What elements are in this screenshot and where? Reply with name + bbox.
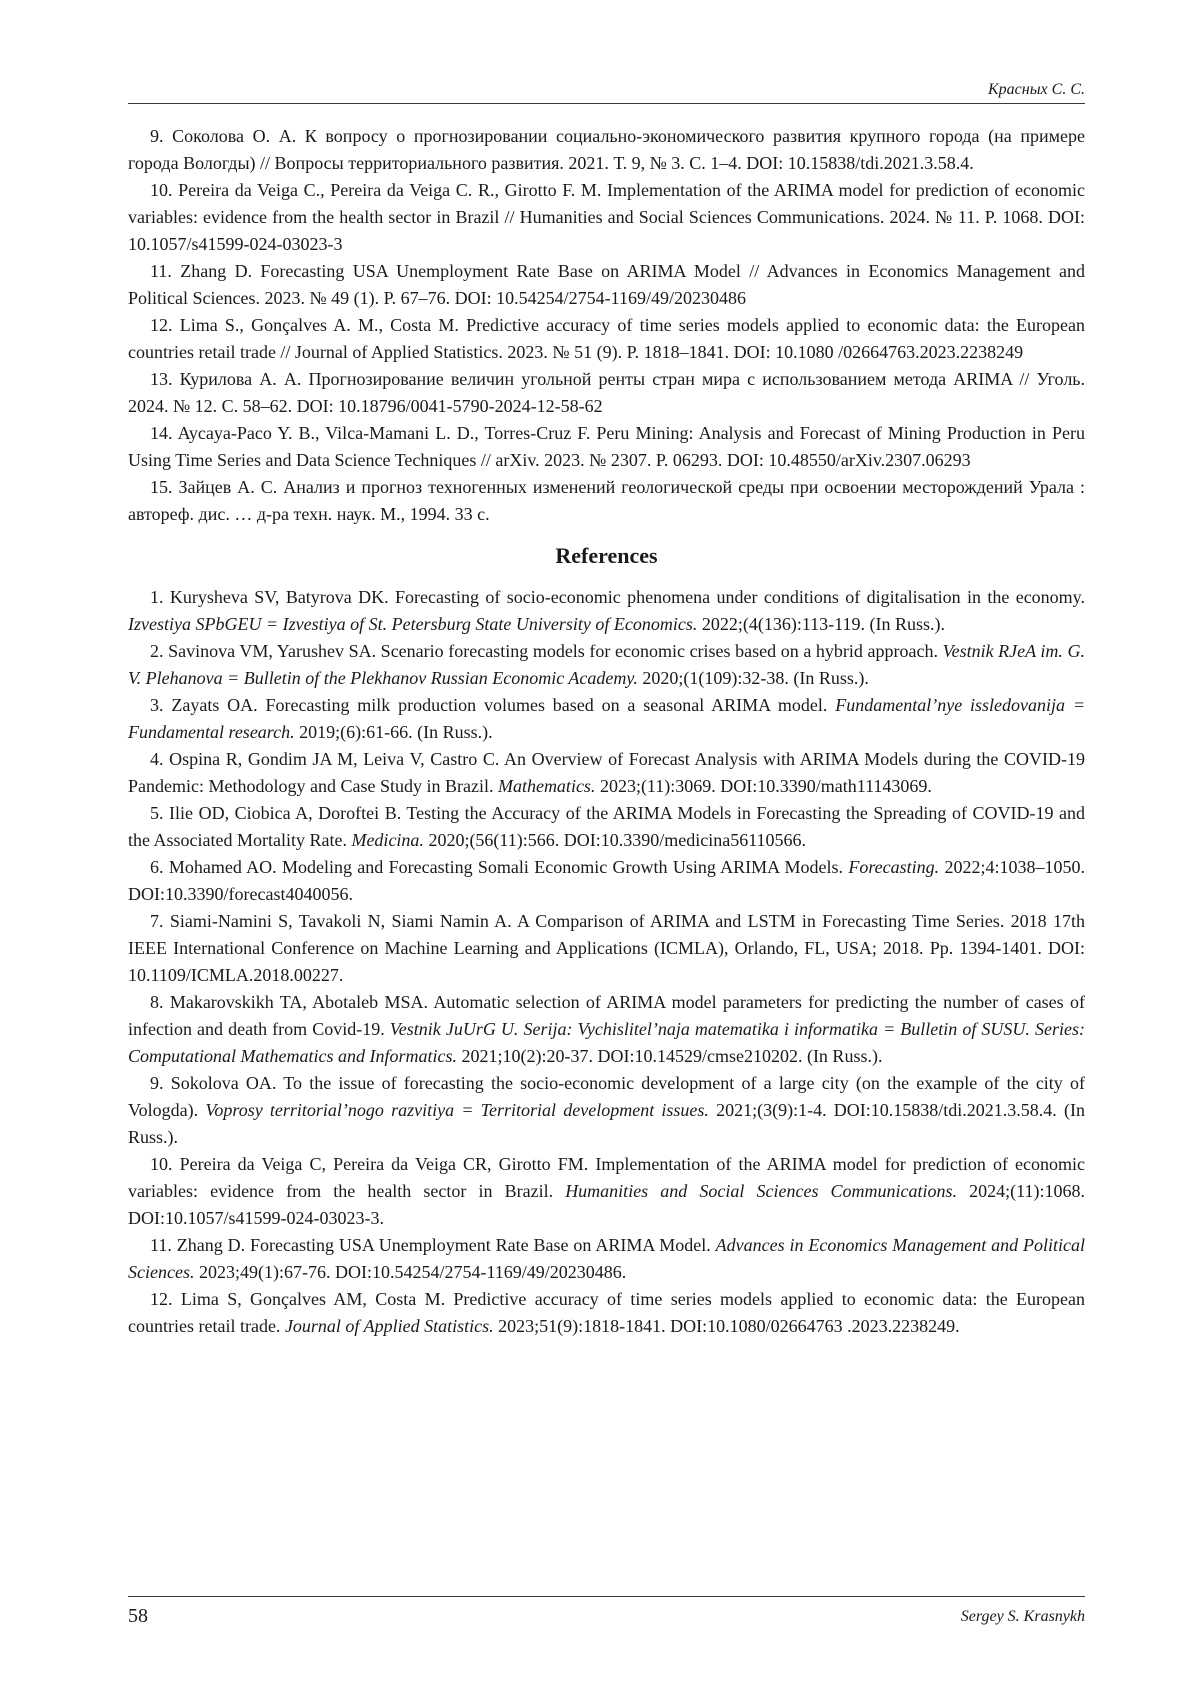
reference-text: 2020;(56(11):566. DOI:10.3390/medicina56110566. <box>423 830 807 850</box>
reference-text: Зайцев А. С. Анализ и прогноз техногенных изменений геологической среды при освоении месторождений Урала : автореф. дис. … д-ра техн. наук. М., 1994. 33 с. <box>128 477 1086 524</box>
reference-entry <box>128 420 1085 474</box>
reference-entry <box>128 366 1085 420</box>
reference-number: 13. <box>150 369 173 389</box>
references-heading: References <box>555 543 658 568</box>
reference-text: Sokolova OA. To the issue of forecasting the socio-economic development of a large city (on the example of the city of Vologda). <box>128 1073 1086 1120</box>
reference-text: Соколова О. А. К вопросу о прогнозировании социально-экономического развития крупного города (на примере города Вологды) // Вопросы территориального развития. 2021. Т. 9, № 3. С. 1–4. DOI: 10.15838/tdi.2021.3.58.4. <box>128 126 1085 173</box>
reference-entry <box>128 908 1085 989</box>
reference-source-title: Fundamental’nye issledovanija = Fundamental research. <box>128 695 1085 742</box>
reference-text: Lima S., Gonçalves A. M., Costa M. Predictive accuracy of time series models applied to economic data: the European countries retail trade // Journal of Applied Statistics. 2023. № 51 (9). P. 1818–1841. DOI: 10.1080 /02664763.2023.2238249 <box>128 315 1085 362</box>
reference-source-title: Voprosy territorial’nogo razvitiya = Territorial development issues. <box>205 1100 709 1120</box>
reference-text: Pereira da Veiga C., Pereira da Veiga C. R., Girotto F. M. Implementation of the ARIMA model for prediction of economic variables: evidence from the health sector in Brazil // Humanities and Social Sciences Communications. 2024. № 11. P. 1068. DOI: 10.1057/s41599-024-03023-3 <box>128 180 1085 254</box>
reference-text: 2023;49(1):67-76. DOI:10.54254/2754-1169/49/20230486. <box>194 1262 627 1282</box>
reference-number: 8. <box>150 992 164 1012</box>
reference-number: 6. <box>150 857 164 877</box>
header-rule <box>128 103 1085 104</box>
reference-number: 4. <box>150 749 164 769</box>
footer-author: Sergey S. Krasnykh <box>960 1608 1085 1625</box>
reference-number: 9. <box>150 1073 164 1093</box>
reference-text: Zayats OA. Forecasting milk production volumes based on a seasonal ARIMA model. <box>171 695 836 715</box>
reference-text: 2022;(4(136):113-119. (In Russ.). <box>697 614 945 634</box>
reference-text: Pereira da Veiga C, Pereira da Veiga CR, Girotto FM. Implementation of the ARIMA model for prediction of economic variables: evidence from the health sector in Brazil. <box>128 1154 1086 1201</box>
reference-entry <box>128 177 1085 258</box>
reference-entry <box>128 1232 1085 1286</box>
reference-text: Lima S, Gonçalves AM, Costa M. Predictive accuracy of time series models applied to economic data: the European countries retail trade. <box>128 1289 1086 1336</box>
reference-entry <box>128 800 1085 854</box>
reference-text: Aycaya-Paco Y. B., Vilca-Mamani L. D., Torres-Cruz F. Peru Mining: Analysis and Forecast of Mining Production in Peru Using Time Series and Data Science Techniques // arXiv. 2023. № 2307. P. 06293. DOI: 10.48550/arXiv.2307.06293 <box>128 423 1085 470</box>
reference-entry <box>128 258 1085 312</box>
reference-text: Savinova VM, Yarushev SA. Scenario forecasting models for economic crises based on a hybrid approach. <box>168 641 943 661</box>
russian-reference-list <box>128 123 1085 528</box>
reference-number: 2. <box>150 641 164 661</box>
reference-text: Ospina R, Gondim JA M, Leiva V, Castro C. An Overview of Forecast Analysis with ARIMA Models during the COVID-19 Pandemic: Methodology and Case Study in Brazil. <box>128 749 1086 796</box>
reference-text: 2023;51(9):1818-1841. DOI:10.1080/02664763 .2023.2238249. <box>493 1316 960 1336</box>
reference-text: 2021;10(2):20-37. DOI:10.14529/cmse210202. (In Russ.). <box>456 1046 883 1066</box>
reference-text: Mohamed AO. Modeling and Forecasting Somali Economic Growth Using ARIMA Models. <box>168 857 849 877</box>
reference-entry <box>128 1286 1085 1340</box>
reference-number: 11. <box>150 1235 172 1255</box>
reference-source-title: Izvestiya SPbGEU = Izvestiya of St. Petersburg State University of Economics. <box>128 614 698 634</box>
english-reference-list <box>128 584 1085 1340</box>
reference-source-title: Vestnik JuUrG U. Serija: Vychislitel’naja matematika i informatika = Bulletin of SUSU. Series: Computational Mathematics and Informatics. <box>128 1019 1085 1066</box>
page-body <box>128 123 1085 1340</box>
reference-number: 1. <box>150 587 164 607</box>
reference-text: 2021;(3(9):1-4. DOI:10.15838/tdi.2021.3.58.4. (In Russ.). <box>128 1100 1085 1147</box>
reference-source-title: Mathematics. <box>497 776 596 796</box>
reference-number: 12. <box>150 1289 173 1309</box>
reference-text: Ilie OD, Ciobica A, Doroftei B. Testing the Accuracy of the ARIMA Models in Forecasting the Spreading of COVID-19 and the Associated Mortality Rate. <box>128 803 1086 850</box>
reference-entry <box>128 584 1085 638</box>
reference-number: 5. <box>150 803 164 823</box>
footer-rule <box>128 1596 1085 1597</box>
running-head: Красных С. С. <box>988 81 1085 98</box>
reference-text: 2024;(11):1068. DOI:10.1057/s41599-024-03023-3. <box>128 1181 1085 1228</box>
reference-source-title: Humanities and Social Sciences Communications. <box>565 1181 958 1201</box>
reference-text: Siami-Namini S, Tavakoli N, Siami Namin A. A Comparison of ARIMA and LSTM in Forecasting Time Series. 2018 17th IEEE International Conference on Machine Learning and Applications (ICMLA), Orlando, FL, USA; 2018. Pp. 1394-1401. DOI: 10.1109/ICMLA.2018.00227. <box>128 911 1086 985</box>
reference-entry <box>128 1070 1085 1151</box>
reference-entry <box>128 638 1085 692</box>
reference-text: 2019;(6):61-66. (In Russ.). <box>294 722 493 742</box>
reference-number: 10. <box>150 180 173 200</box>
reference-source-title: Journal of Applied Statistics. <box>284 1316 494 1336</box>
reference-entry <box>128 692 1085 746</box>
reference-text: 2022;4:1038–1050. DOI:10.3390/forecast4040056. <box>128 857 1085 904</box>
reference-text: Zhang D. Forecasting USA Unemployment Rate Base on ARIMA Model. <box>176 1235 716 1255</box>
reference-source-title: Medicina. <box>351 830 424 850</box>
reference-entry <box>128 854 1085 908</box>
reference-number: 10. <box>150 1154 173 1174</box>
page-number: 58 <box>128 1605 148 1627</box>
reference-entry <box>128 989 1085 1070</box>
reference-text: Kurysheva SV, Batyrova DK. Forecasting of socio-economic phenomena under conditions of digitalisation in the economy. <box>169 587 1086 607</box>
reference-number: 9. <box>150 126 164 146</box>
reference-text: 2023;(11):3069. DOI:10.3390/math11143069. <box>595 776 932 796</box>
reference-number: 12. <box>150 315 173 335</box>
reference-entry <box>128 474 1085 528</box>
reference-number: 14. <box>150 423 173 443</box>
reference-number: 15. <box>150 477 173 497</box>
reference-entry <box>128 123 1085 177</box>
reference-number: 11. <box>150 261 172 281</box>
reference-text: 2020;(1(109):32-38. (In Russ.). <box>637 668 869 688</box>
reference-entry <box>128 1151 1085 1232</box>
reference-source-title: Vestnik RJeA im. G. V. Plehanova = Bulletin of the Plekhanov Russian Economic Academy. <box>128 641 1085 688</box>
reference-number: 3. <box>150 695 164 715</box>
reference-number: 7. <box>150 911 164 931</box>
reference-source-title: Forecasting. <box>848 857 940 877</box>
reference-text: Zhang D. Forecasting USA Unemployment Rate Base on ARIMA Model // Advances in Economics Management and Political Sciences. 2023. № 49 (1). P. 67–76. DOI: 10.54254/2754-1169/49/20230486 <box>128 261 1085 308</box>
reference-entry <box>128 312 1085 366</box>
reference-text: Курилова А. А. Прогнозирование величин угольной ренты стран мира с использованием метода ARIMA // Уголь. 2024. № 12. С. 58–62. DOI: 10.18796/0041-5790-2024-12-58-62 <box>128 369 1086 416</box>
reference-source-title: Advances in Economics Management and Political Sciences. <box>128 1235 1085 1282</box>
reference-entry <box>128 746 1085 800</box>
reference-text: Makarovskikh TA, Abotaleb MSA. Automatic selection of ARIMA model parameters for predicting the number of cases of infection and death from Covid-19. <box>128 992 1085 1039</box>
